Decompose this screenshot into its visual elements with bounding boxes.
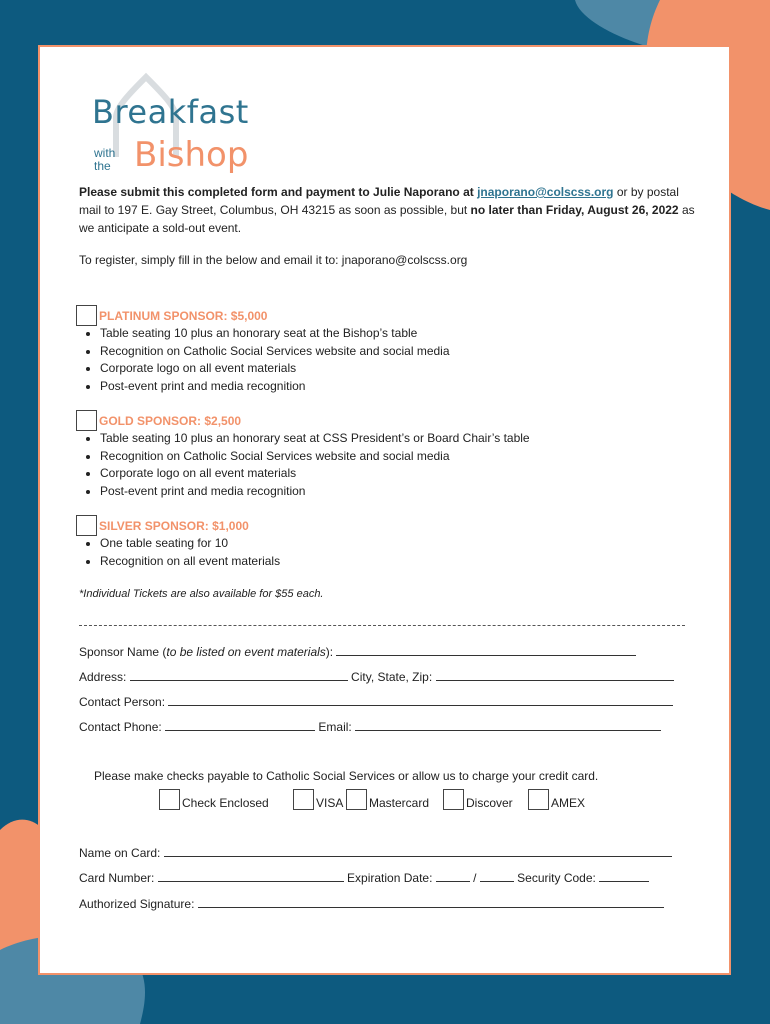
contact-phone-field[interactable] (165, 719, 315, 731)
sponsor-name-field[interactable] (336, 644, 636, 656)
list-item: • Corporate logo on all event materials (100, 465, 530, 483)
name-on-card-field[interactable] (164, 845, 672, 857)
list-item: • Recognition on Catholic Social Services website and social media (100, 448, 530, 466)
silver-checkbox[interactable] (76, 515, 97, 536)
gold-title: GOLD SPONSOR: $2,500 (99, 414, 242, 428)
payment-instructions: Please make checks payable to Catholic Social Services or allow us to charge your credit card. (94, 769, 599, 783)
visa-checkbox[interactable] (293, 789, 314, 810)
submission-instructions: Please submit this completed form and payment to Julie Naporano at jnaporano@colscss.org or by postal mail to 197 E. Gay Street, Columbus, OH 43215 as soon as possible, but no later than Friday, August 26, 2022 as we anticipate a sold-out event. (79, 185, 695, 235)
city-state-zip-field[interactable] (436, 669, 674, 681)
list-item: • Post-event print and media recognition (100, 483, 530, 501)
silver-title: SILVER SPONSOR: $1,000 (99, 519, 249, 533)
payment-option-check[interactable]: Check Enclosed (159, 789, 269, 810)
check-enclosed-checkbox[interactable] (159, 789, 180, 810)
list-item: • Corporate logo on all event materials (100, 360, 450, 378)
expiration-year-field[interactable] (480, 870, 514, 882)
payment-option-mastercard[interactable]: Mastercard (346, 789, 429, 810)
contact-phone-row: Contact Phone: Email: (79, 719, 687, 734)
gold-checkbox[interactable] (76, 410, 97, 431)
payment-option-visa[interactable]: VISA (293, 789, 343, 810)
address-row: Address: City, State, Zip: (79, 669, 687, 684)
amex-checkbox[interactable] (528, 789, 549, 810)
list-item: • One table seating for 10 (100, 535, 280, 553)
payment-option-amex[interactable]: AMEX (528, 789, 585, 810)
mastercard-checkbox[interactable] (346, 789, 367, 810)
sponsor-name-row: Sponsor Name (to be listed on event materials): (79, 644, 687, 659)
list-item: • Table seating 10 plus an honorary seat at the Bishop’s table (100, 325, 450, 343)
card-number-row: Card Number: Expiration Date: / Security Code: (79, 870, 687, 885)
contact-person-row: Contact Person: (79, 694, 687, 709)
platinum-checkbox[interactable] (76, 305, 97, 326)
email-link[interactable]: jnaporano@colscss.org (477, 185, 614, 199)
authorized-signature-row: Authorized Signature: (79, 896, 687, 911)
register-instructions: To register, simply fill in the below and email it to: jnaporano@colscss.org (79, 253, 468, 267)
list-item: • Post-event print and media recognition (100, 378, 450, 396)
breakfast-with-the-bishop-logo (76, 67, 276, 187)
discover-checkbox[interactable] (443, 789, 464, 810)
security-code-field[interactable] (599, 870, 649, 882)
list-item: • Recognition on all event materials (100, 553, 280, 571)
registration-form-page (38, 45, 731, 975)
card-number-field[interactable] (158, 870, 344, 882)
email-field[interactable] (355, 719, 661, 731)
address-field[interactable] (130, 669, 348, 681)
name-on-card-row: Name on Card: (79, 845, 687, 860)
individual-tickets-note: *Individual Tickets are also available for $55 each. (79, 588, 324, 600)
expiration-month-field[interactable] (436, 870, 470, 882)
platinum-title: PLATINUM SPONSOR: $5,000 (99, 309, 268, 323)
contact-person-field[interactable] (168, 694, 673, 706)
logo-with-the-text: with the (94, 146, 116, 173)
list-item: • Recognition on Catholic Social Services website and social media (100, 343, 450, 361)
logo-breakfast-text: Breakfast (92, 93, 249, 131)
logo-bishop-text: Bishop (134, 135, 249, 175)
payment-option-discover[interactable]: Discover (443, 789, 513, 810)
authorized-signature-field[interactable] (198, 896, 664, 908)
dashed-divider (79, 625, 685, 626)
list-item: • Table seating 10 plus an honorary seat at CSS President’s or Board Chair’s table (100, 430, 530, 448)
